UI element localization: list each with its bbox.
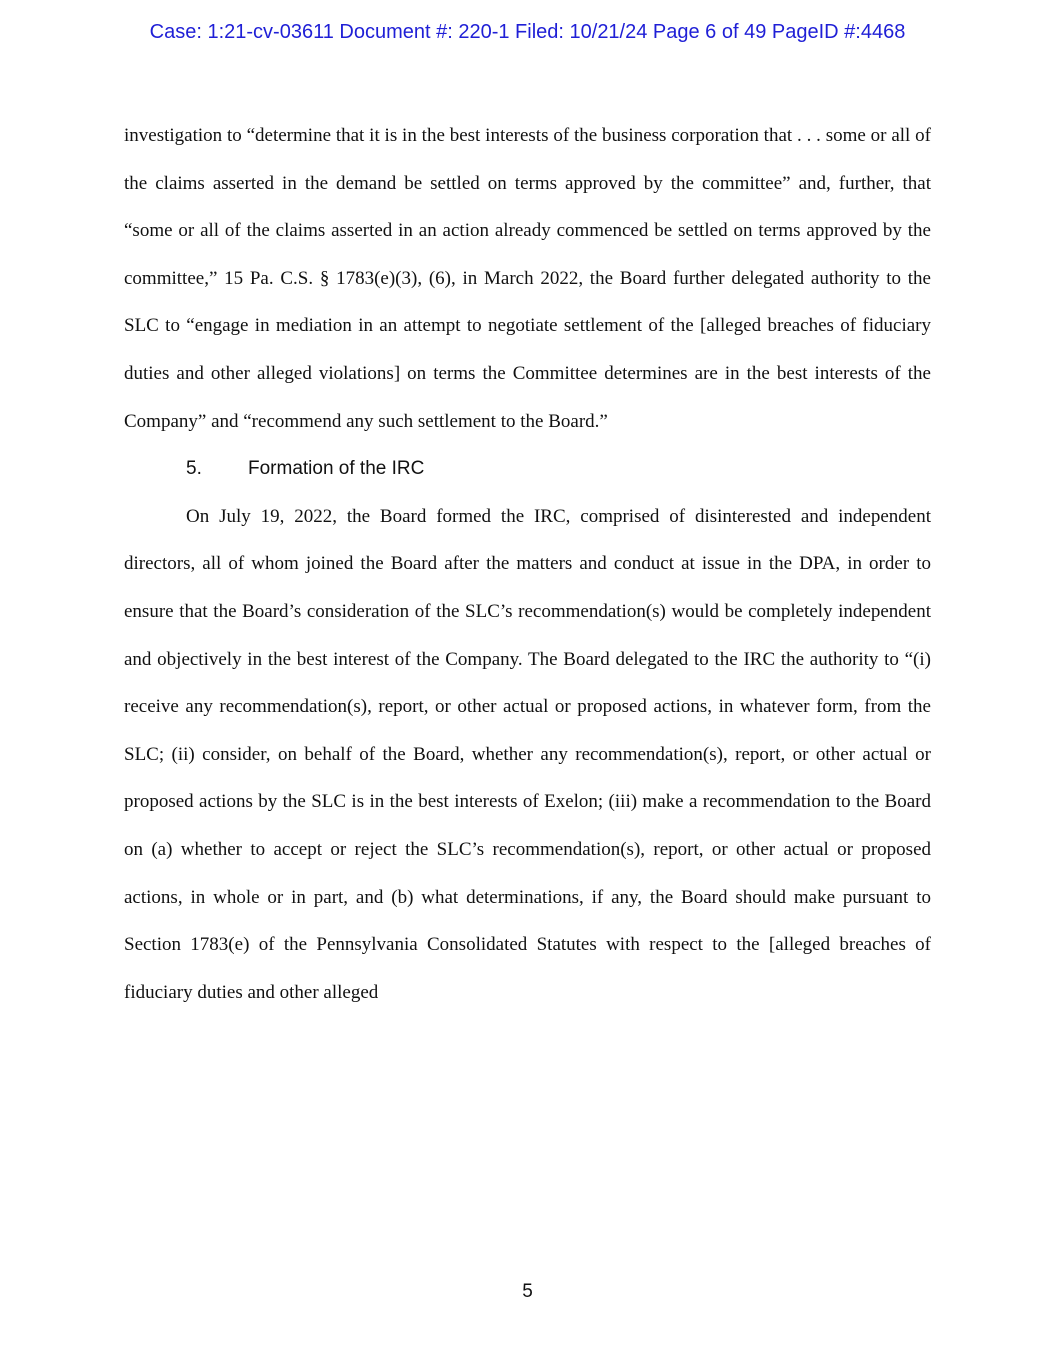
document-body	[124, 112, 931, 1016]
page-number: 5	[522, 1281, 533, 1302]
section-title: Formation of the IRC	[248, 458, 425, 480]
section-number: 5.	[186, 458, 202, 480]
paragraph-slc-delegation: investigation to “determine that it is in the best interests of the business corporation that . . . some or all of the claims asserted in the demand be settled on terms approved by the committee” and, further, that “some or all of the claims asserted in an action already commenced be settled on terms approved by the committee,” 15 Pa. C.S. § 1783(e)(3), (6), in March 2022, the Board further delegated authority to the SLC to “engage in mediation in an attempt to negotiate settlement of the [alleged breaches of fiduciary duties and other alleged violations] on terms the Committee determines are in the best interests of the Company” and “recommend any such settlement to the Board.”	[124, 125, 931, 432]
case-header-stamp: Case: 1:21-cv-03611 Document #: 220-1 Filed: 10/21/24 Page 6 of 49 PageID #:4468	[149, 21, 906, 43]
section-heading	[124, 445, 931, 493]
paragraph-irc-formation: On July 19, 2022, the Board formed the IRC, comprised of disinterested and independent directors, all of whom joined the Board after the matters and conduct at issue in the DPA, in order to ensure that the Board’s consideration of the SLC’s recommendation(s) would be completely independent and objectively in the best interest of the Company. The Board delegated to the IRC the authority to “(i) receive any recommendation(s), report, or other actual or proposed actions, in whatever form, from the SLC; (ii) consider, on behalf of the Board, whether any recommendation(s), report, or other actual or proposed actions by the SLC is in the best interests of Exelon; (iii) make a recommendation to the Board on (a) whether to accept or reject the SLC’s recommendation(s), report, or other actual or proposed actions, in whole or in part, and (b) what determinations, if any, the Board should make pursuant to Section 1783(e) of the Pennsylvania Consolidated Statutes with respect to the [alleged breaches of fiduciary duties and other alleged	[124, 505, 931, 1003]
